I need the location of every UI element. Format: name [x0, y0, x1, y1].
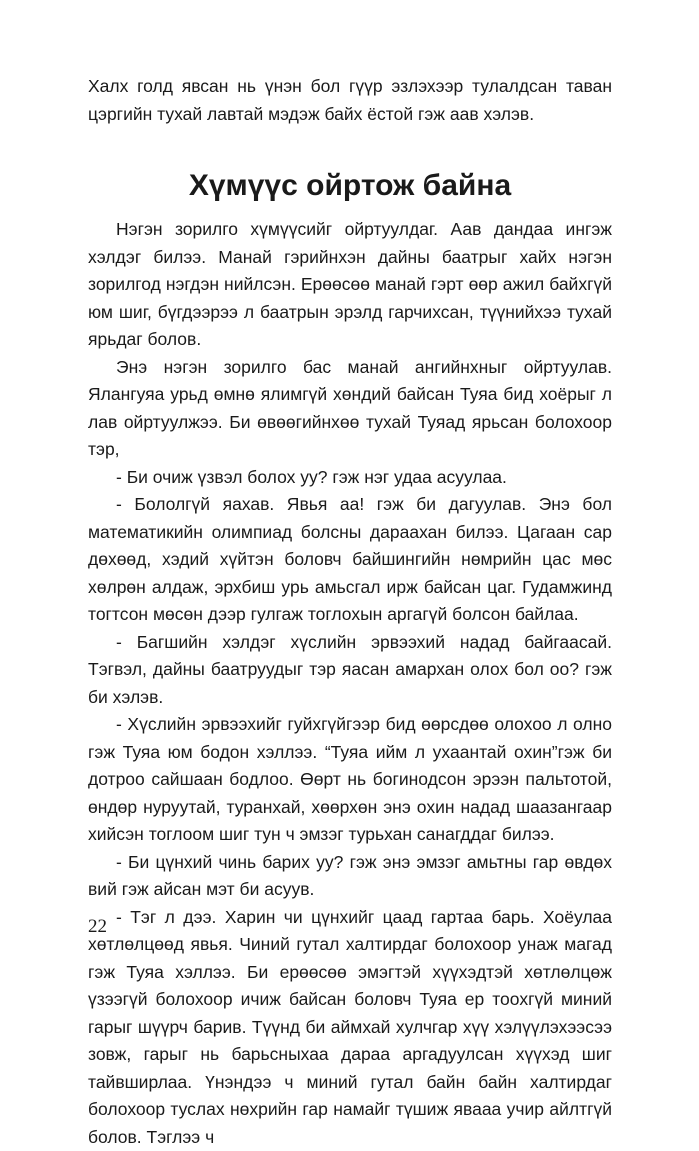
- body-paragraph: - Бололгүй яахав. Явья аа! гэж би дагуулав. Энэ бол математикийн олимпиад болсны дараахан билээ. Цагаан сар дөхөөд, хэдий хүйтэн боловч байшингийн нөмрийн цас мөс хөлрөн алдаж, эрхбиш урь амьсгал ирж байсан цаг. Гудамжинд тогтсон мөсөн дээр гулгаж тоглохын аргагүй болсон байлаа.: [88, 491, 612, 629]
- intro-paragraph: Халх голд явсан нь үнэн бол гүүр эзлэхээр тулалдсан таван цэргийн тухай лавтай мэдэж байх ёстой гэж аав хэлэв.: [88, 73, 612, 128]
- body-paragraph: - Тэг л дээ. Харин чи цүнхийг цаад гартаа барь. Хоёулаа хөтлөлцөөд явья. Чиний гутал халтирдаг болохоор унаж магад гэж Туяа хэллээ. Би ерөөсөө эмэгтэй хүүхэдтэй хөтлөлцөж үзээгүй болохоор ичиж байсан боловч Туяа ер тоохгүй миний гарыг шүүрч барив. Түүнд би аймхай хулчгар хүү хэлүүлэхээсээ зовж, гарыг нь барьсныхаа дараа аргадуулсан хүүхэд шиг тайвширлаа. Үнэндээ ч миний гутал байн байн халтирдаг болохоор туслах нөхрийн гар намайг түшиж явааа учир айлтгүй болов. Тэглээ ч: [88, 904, 612, 1151]
- chapter-title: Хүмүүс ойртож байна: [88, 166, 612, 206]
- body-paragraph: - Би очиж үзвэл болох уу? гэж нэг удаа асуулаа.: [88, 464, 612, 492]
- body-paragraph: Энэ нэгэн зорилго бас манай ангийнхныг ойртуулав. Ялангуяа урьд өмнө ялимгүй хөндий байсан Туяа бид хоёрыг л лав ойртуулжээ. Би өвөөгийнхөө тухай Туяад ярьсан болохоор тэр,: [88, 354, 612, 464]
- intro-text: [88, 73, 612, 128]
- page-number: 22: [88, 915, 107, 939]
- chapter-body: [88, 216, 612, 1151]
- body-paragraph: - Хүслийн эрвээхийг гуйхгүйгээр бид өөрсдөө олохоо л олно гэж Туяа юм бодон хэллээ. “Туяа ийм л ухаантай охин”гэж би дотроо сайшаан бодлоо. Өөрт нь богинодсон эрээн пальтотой, өндөр нуруутай, туранхай, хөөрхөн энэ охин надад шаазангаар хийсэн тоглоом шиг тун ч эмзэг турьхан санагддаг билээ.: [88, 711, 612, 849]
- body-paragraph: - Би цүнхий чинь барих уу? гэж энэ эмзэг амьтны гар өвдөх вий гэж айсан мэт би асуув.: [88, 849, 612, 904]
- body-paragraph: Нэгэн зорилго хүмүүсийг ойртуулдаг. Аав дандаа ингэж хэлдэг билээ. Манай гэрийнхэн дайны баатрыг хайх нэгэн зорилгод нэгдэн нийлсэн. Ерөөсөө манай гэрт өөр ажил байхгүй юм шиг, бүгдээрээ л баатрын эрэлд гарчихсан, түүнийхээ тухай ярьдаг болов.: [88, 216, 612, 354]
- body-paragraph: - Багшийн хэлдэг хүслийн эрвээхий надад байгаасай. Тэгвэл, дайны баатруудыг тэр яасан амархан олох бол оо? гэж би хэлэв.: [88, 629, 612, 712]
